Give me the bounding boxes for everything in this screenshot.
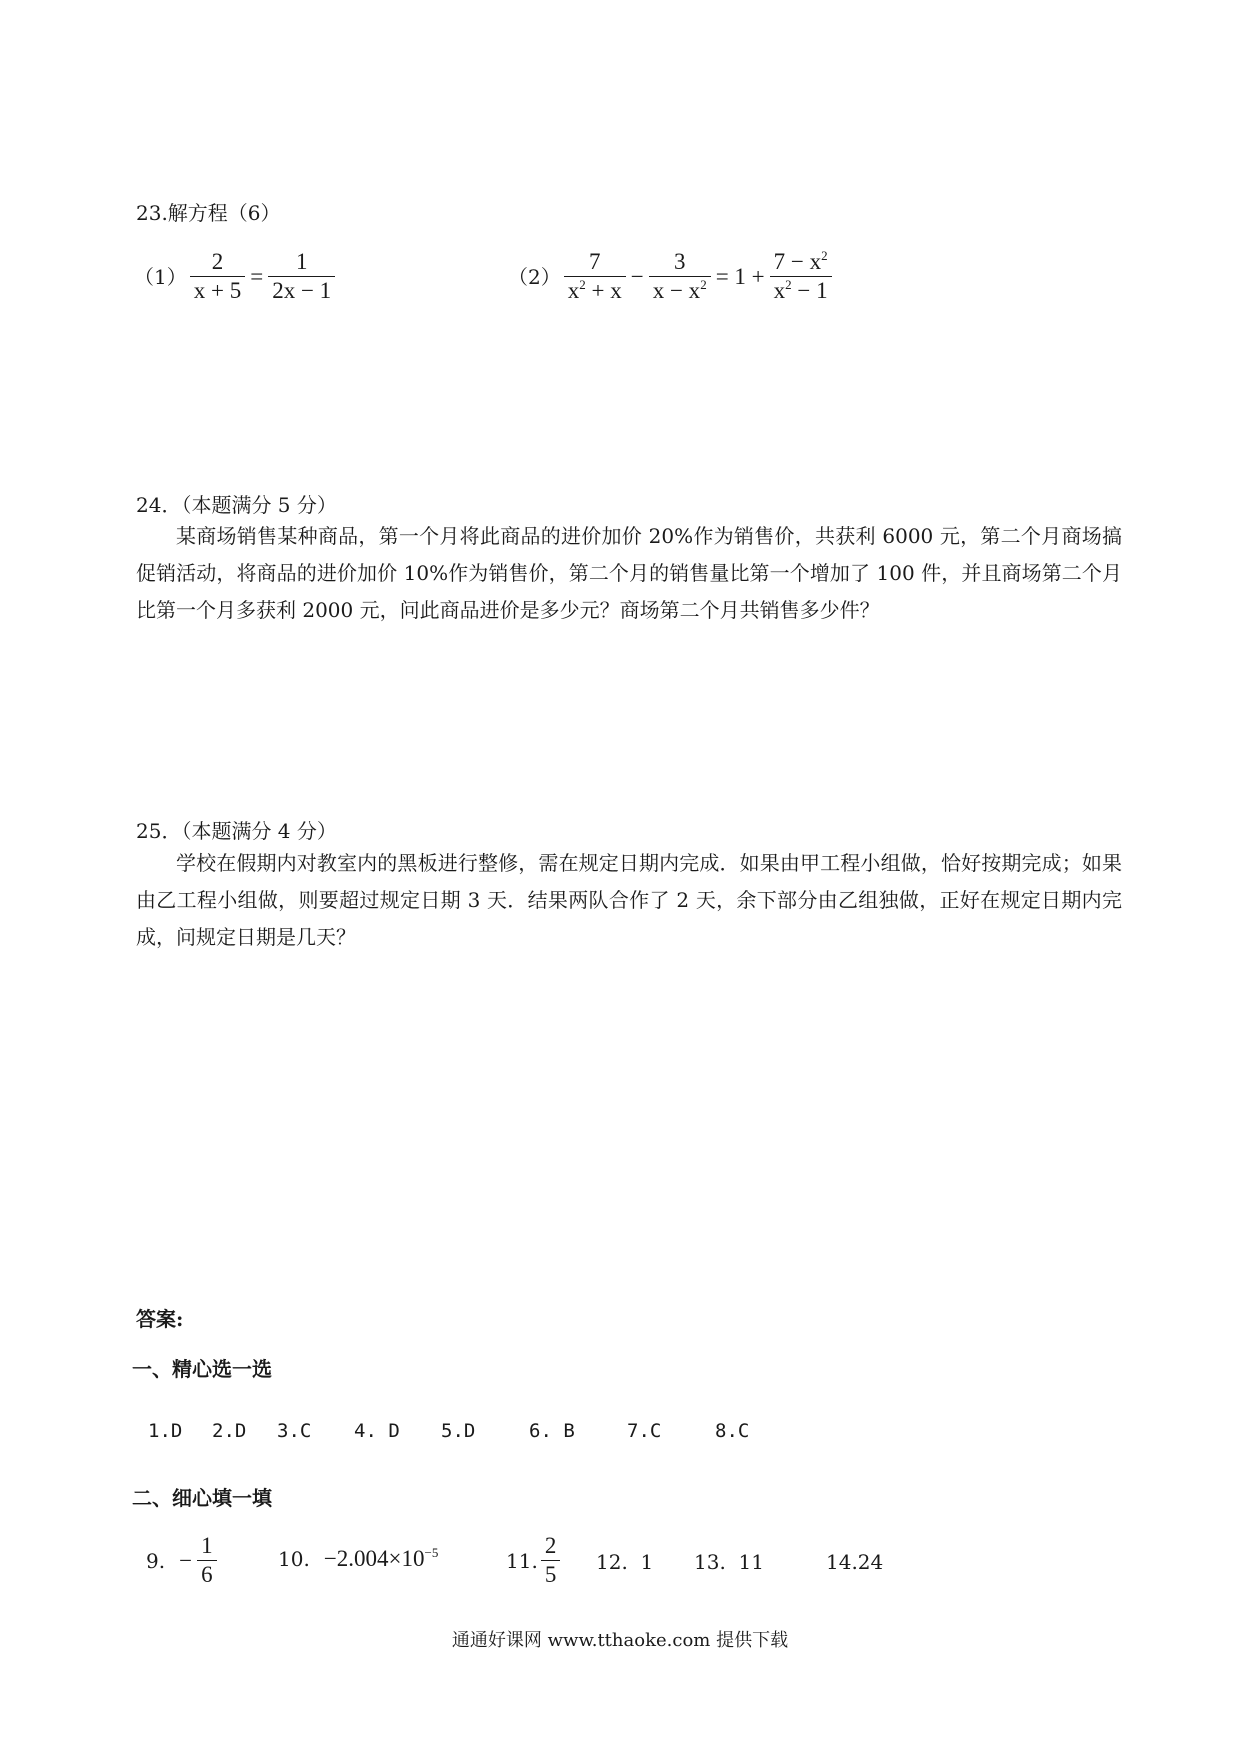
q23-part2-fraction-2 — [649, 248, 711, 305]
fill-answer-10 — [278, 1546, 438, 1572]
q25-body: 学校在假期内对教室内的黑板进行整修，需在规定日期内完成．如果由甲工程小组做，恰好按期完成；如果由乙工程小组做，则要超过规定日期 3 天．结果两队合作了 2 天，余下部分由乙组独做，正好在规定日期内完成，问规定日期是几天？ — [136, 851, 1122, 949]
choice-answer-7: 7.C — [627, 1420, 662, 1442]
answers-section-1-title: 一、精心选一选 — [132, 1357, 272, 1381]
choice-answer-1: 1.D — [148, 1420, 183, 1442]
fraction-denominator: x + 5 — [190, 276, 245, 305]
choice-answer-5: 5.D — [441, 1420, 476, 1442]
q23-part2 — [508, 248, 835, 305]
choice-answer-6: 6. B — [529, 1420, 575, 1442]
fraction-denominator: 6 — [197, 1560, 217, 1589]
fraction-denominator: 5 — [541, 1560, 561, 1589]
answers-section-2-title: 二、细心填一填 — [132, 1486, 272, 1510]
q24-title: 24．（本题满分 5 分） — [136, 493, 337, 517]
q23-part2-fraction-1 — [564, 248, 626, 305]
q25-title: 25．（本题满分 4 分） — [136, 819, 337, 843]
q23-title: 23.解方程（6） — [136, 201, 281, 225]
choice-answer-2: 2.D — [212, 1420, 247, 1442]
fraction-numerator: 2 — [544, 1533, 557, 1558]
fraction-denominator: 2x − 1 — [268, 276, 335, 305]
choice-answer-8: 8.C — [715, 1420, 750, 1442]
fill-answer-13: 13. 11 — [694, 1550, 764, 1574]
fill-answer-9-fraction — [197, 1532, 217, 1589]
q23-part1-lhs-fraction — [190, 248, 245, 305]
equals-sign: = — [250, 263, 264, 289]
fill-answer-11-fraction — [541, 1532, 561, 1589]
fill-answer-12: 12. 1 — [596, 1550, 654, 1574]
answer-label: 11. — [506, 1548, 538, 1573]
fraction-numerator: $7 - x^2$ — [773, 248, 828, 274]
minus-sign: − — [630, 263, 644, 289]
fraction-numerator: 3 — [673, 249, 686, 274]
fill-answer-10-value: $-2.004\times 10^{-5}$ — [323, 1545, 439, 1571]
fraction-denominator: $x^2 + x$ — [564, 276, 626, 305]
fill-answer-14: 14.24 — [826, 1550, 884, 1574]
answers-heading: 答案: — [136, 1307, 184, 1331]
fraction-numerator: 7 — [588, 249, 601, 274]
q23-part1-rhs-fraction — [268, 248, 335, 305]
q23-part2-label: （2） — [508, 264, 561, 289]
fraction-denominator: $x - x^2$ — [649, 276, 711, 305]
fraction-numerator: 1 — [201, 1533, 213, 1558]
choice-answer-3: 3.C — [277, 1420, 312, 1442]
footer-credit: 通通好课网 www.tthaoke.com 提供下载 — [451, 1630, 789, 1651]
answer-label: 10. — [278, 1547, 310, 1571]
minus-sign: − — [179, 1547, 193, 1573]
fraction-denominator: $x^2 - 1$ — [770, 276, 832, 305]
q23-part1 — [134, 248, 338, 305]
fill-answer-11 — [506, 1532, 563, 1589]
q23-part1-label: （1） — [134, 264, 187, 289]
equals-one-plus: = 1 + — [715, 263, 765, 289]
fraction-numerator: 2 — [211, 249, 224, 274]
answer-label: 9. — [146, 1548, 166, 1573]
choice-answer-4: 4. D — [354, 1420, 400, 1442]
fraction-numerator: 1 — [295, 249, 308, 274]
fill-answer-9 — [146, 1532, 220, 1589]
q23-part2-fraction-3 — [770, 248, 832, 305]
q24-body: 某商场销售某种商品，第一个月将此商品的进价加价 20%作为销售价，共获利 6000 元，第二个月商场搞促销活动，将商品的进价加价 10%作为销售价，第二个月的销售量比第一个增加了 100 件，并且商场第二个月比第一个月多获利 2000 元，问此商品进价是多少元？商场第二个月共销售多少件？ — [136, 524, 1122, 622]
